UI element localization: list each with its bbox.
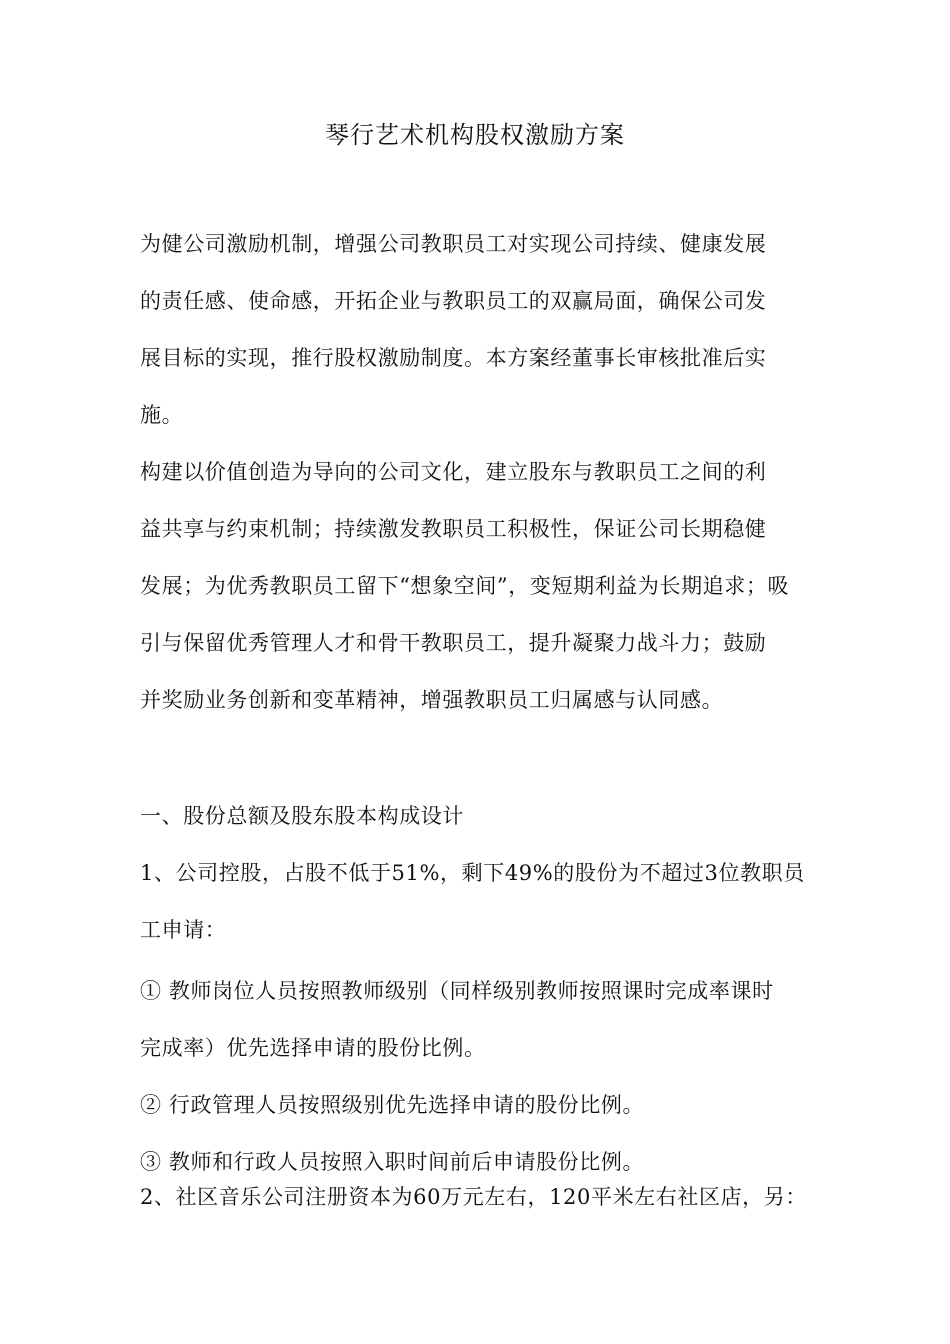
paragraph-line: 并奖励业务创新和变革精神，增强教职员工归属感与认同感。 xyxy=(140,688,724,712)
paragraph-line: 2、社区音乐公司注册资本为60万元左右，120平米左右社区店，另： xyxy=(140,1185,807,1209)
section-heading: 一、股份总额及股东股本构成设计 xyxy=(140,804,464,828)
paragraph-line: 发展；为优秀教职员工留下“想象空间”，变短期利益为长期追求；吸 xyxy=(140,574,790,598)
paragraph-line: 展目标的实现，推行股权激励制度。本方案经董事长审核批准后实 xyxy=(140,346,767,370)
paragraph-line: 的责任感、使命感，开拓企业与教职员工的双赢局面，确保公司发 xyxy=(140,289,767,313)
paragraph-line: 引与保留优秀管理人才和骨干教职员工，提升凝聚力战斗力；鼓励 xyxy=(140,631,767,655)
list-item: ① 教师岗位人员按照教师级别（同样级别教师按照课时完成率课时 xyxy=(140,979,774,1003)
paragraph-line: 工申请： xyxy=(140,918,227,942)
document-title: 琴行艺术机构股权激励方案 xyxy=(325,121,625,149)
paragraph-line: 益共享与约束机制；持续激发教职员工积极性，保证公司长期稳健 xyxy=(140,517,767,541)
paragraph-line: 施。 xyxy=(140,403,184,427)
list-item-continuation: 完成率）优先选择申请的股份比例。 xyxy=(140,1036,486,1060)
list-item: ② 行政管理人员按照级别优先选择申请的股份比例。 xyxy=(140,1093,645,1117)
paragraph-line: 构建以价值创造为导向的公司文化，建立股东与教职员工之间的利 xyxy=(140,460,767,484)
list-item: ③ 教师和行政人员按照入职时间前后申请股份比例。 xyxy=(140,1150,645,1174)
paragraph-line: 为健公司激励机制，增强公司教职员工对实现公司持续、健康发展 xyxy=(140,232,767,256)
paragraph-line: 1、公司控股，占股不低于51%，剩下49%的股份为不超过3位教职员 xyxy=(140,861,805,885)
